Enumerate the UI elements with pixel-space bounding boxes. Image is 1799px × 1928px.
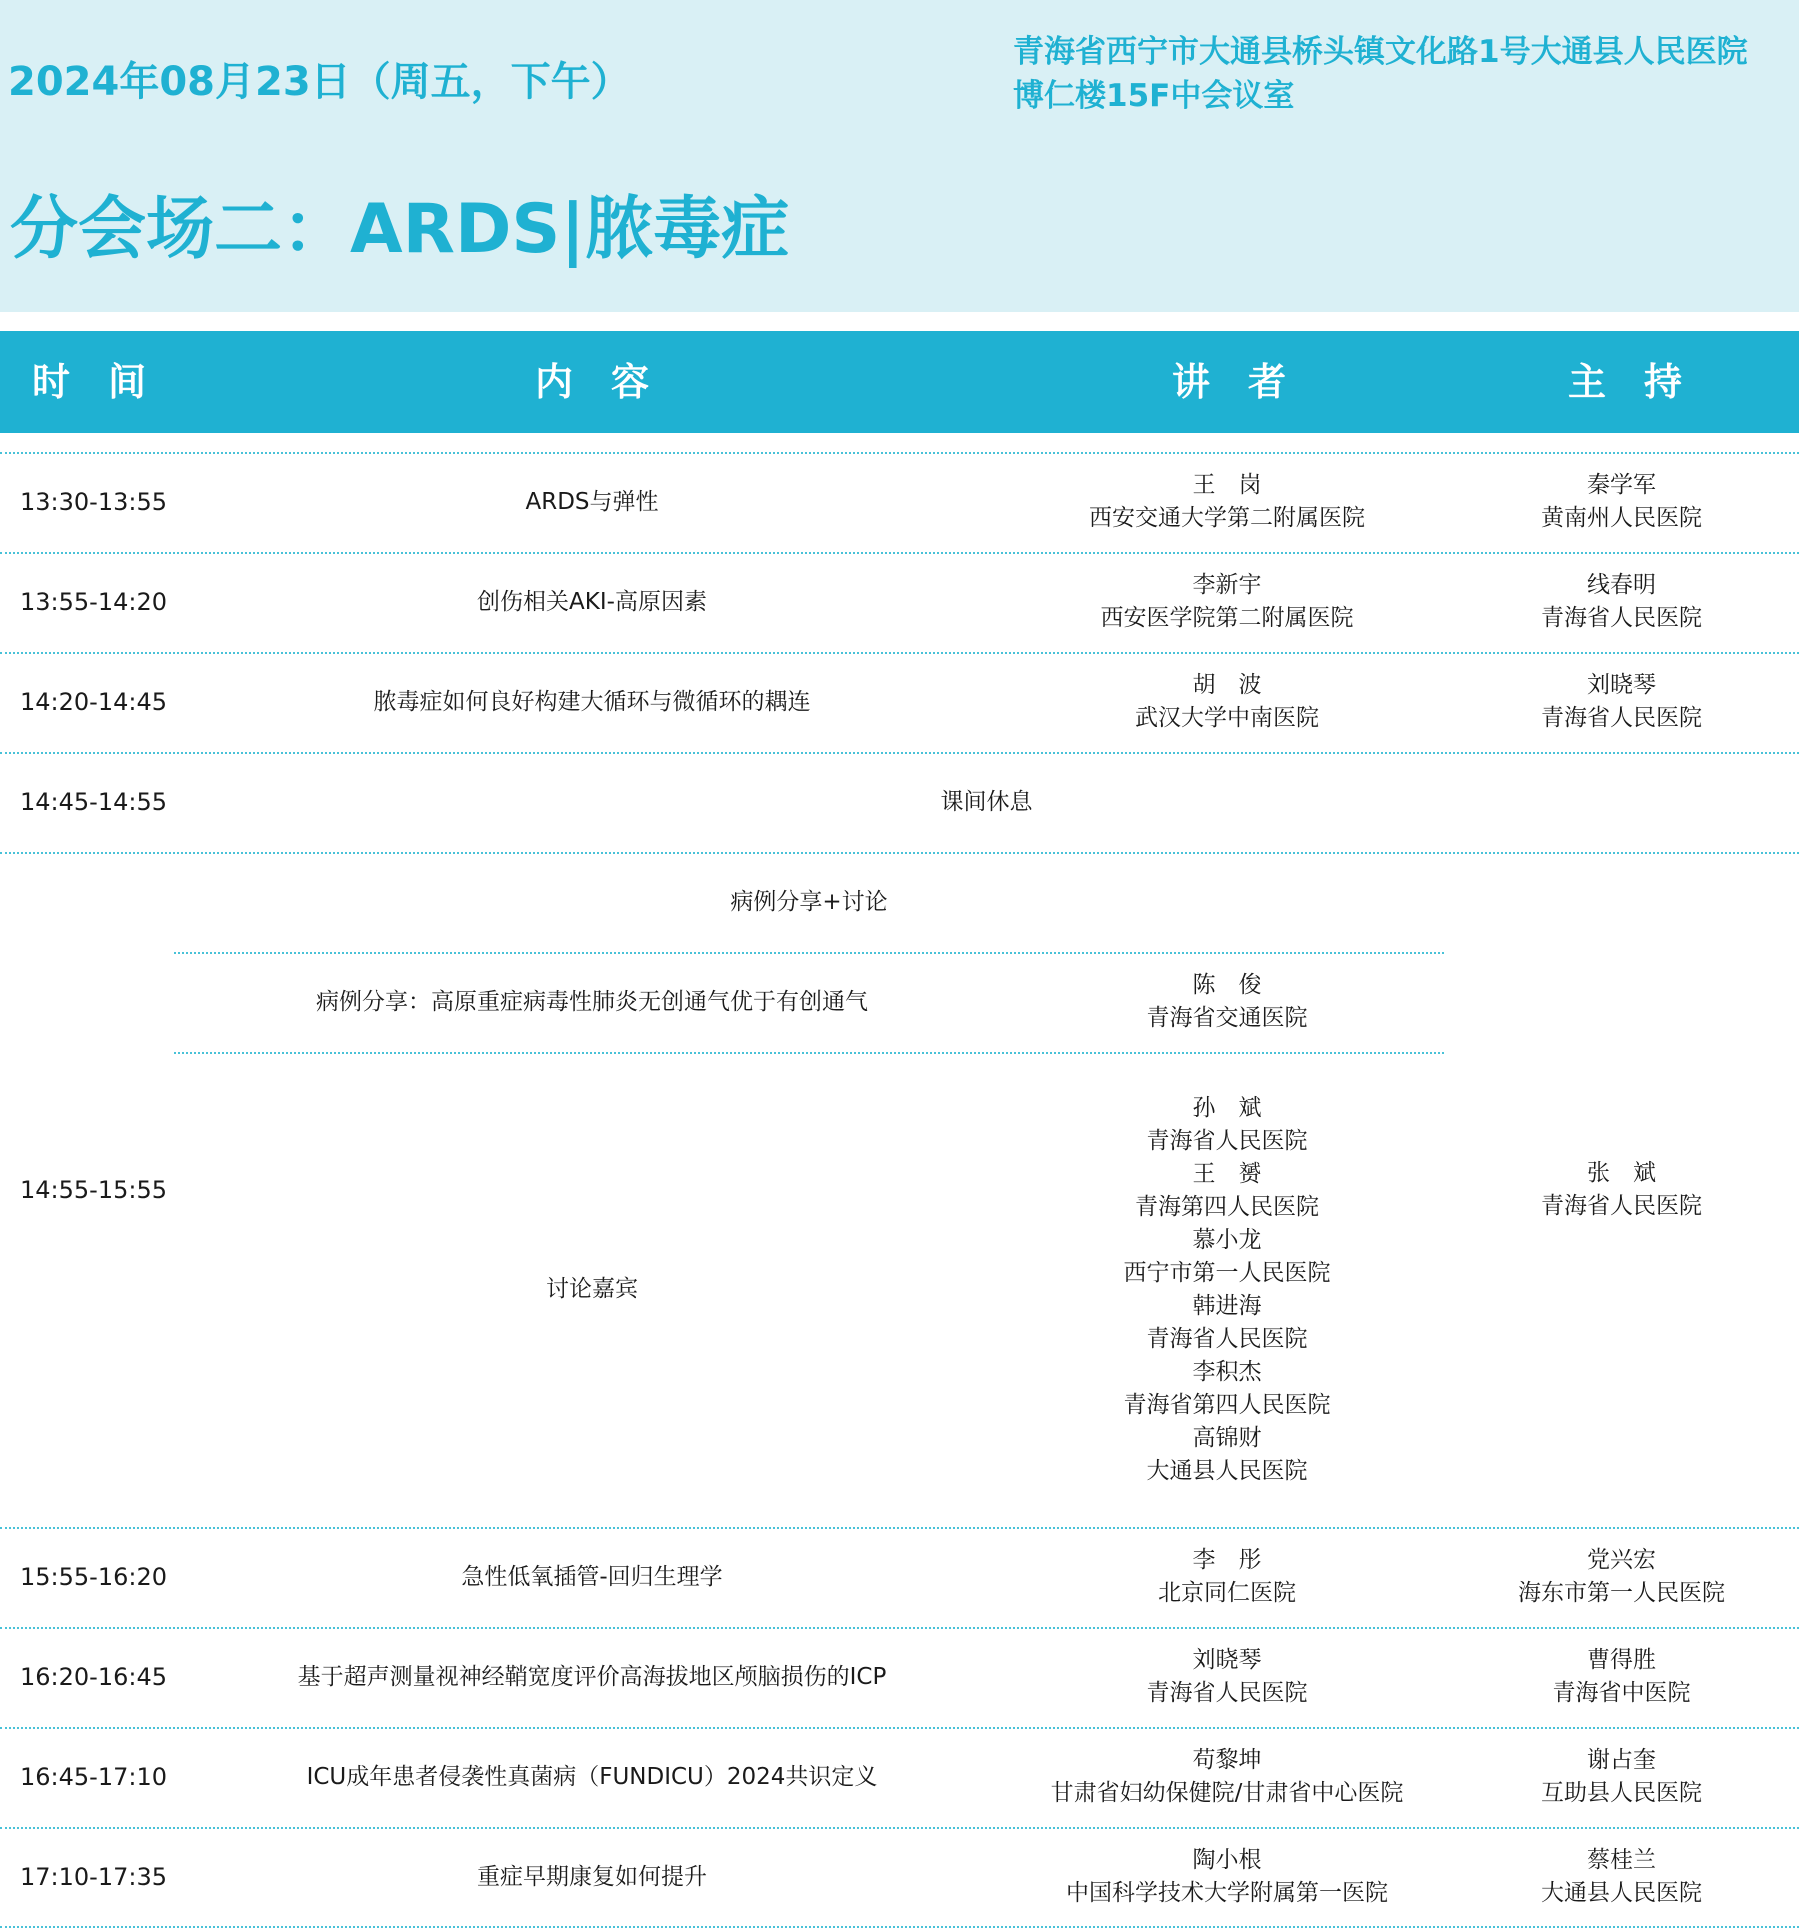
row-host: 曹得胜 青海省中医院 (1552, 1647, 1691, 1706)
case-title: 病例分享：高原重症病毒性肺炎无创通气优于有创通气 (316, 988, 868, 1015)
col-header-host: 主 持 (1568, 360, 1683, 404)
discussant-org: 青海省第四人民医院 (1123, 1391, 1331, 1418)
row-speaker: 李 彤 北京同仁医院 (1158, 1547, 1296, 1606)
venue-address-line1: 青海省西宁市大通县桥头镇文化路1号大通县人民医院 (1013, 34, 1748, 70)
discussant-org: 青海省人民医院 (1146, 1325, 1308, 1352)
row-speaker: 胡 波 武汉大学中南医院 (1135, 672, 1319, 731)
row-time: 14:55-15:55 (20, 1175, 167, 1204)
discussant-name: 高锦财 (1192, 1424, 1262, 1451)
session-date: 2024年08月23日（周五，下午） (8, 59, 631, 105)
row-time: 15:55-16:20 (20, 1563, 167, 1591)
row-time: 16:45-17:10 (20, 1763, 167, 1791)
discussant-name: 孙 斌 (1192, 1094, 1262, 1121)
row-content: 基于超声测量视神经鞘宽度评价高海拔地区颅脑损伤的ICP (297, 1663, 887, 1690)
row-speaker: 苟黎坤 甘肃省妇幼保健院/甘肃省中心医院 (1050, 1747, 1404, 1806)
row-host: 刘晓琴 青海省人民医院 (1541, 672, 1702, 731)
row-time: 13:30-13:55 (20, 488, 167, 516)
venue-address-line2: 博仁楼15F中会议室 (1013, 78, 1295, 114)
break-label: 课间休息 (940, 788, 1033, 815)
header-banner (0, 0, 1799, 312)
discussant-name: 韩进海 (1192, 1292, 1262, 1319)
discussant-org: 青海第四人民医院 (1135, 1193, 1319, 1220)
discussion-label: 讨论嘉宾 (546, 1276, 638, 1302)
row-content: ARDS与弹性 (525, 488, 659, 515)
row-host: 党兴宏 海东市第一人民医院 (1518, 1547, 1725, 1606)
row-time: 17:10-17:35 (20, 1863, 167, 1891)
row-host: 线春明 青海省人民医院 (1541, 572, 1702, 631)
table-header (0, 331, 1799, 433)
row-time: 16:20-16:45 (20, 1663, 167, 1691)
venue-address (1013, 30, 1793, 118)
row-host: 蔡桂兰 大通县人民医院 (1541, 1847, 1702, 1906)
col-header-speaker: 讲 者 (1172, 360, 1287, 404)
row-time: 14:20-14:45 (20, 688, 167, 716)
discussant-list (1010, 1052, 1444, 1527)
discussant-name: 慕小龙 (1192, 1226, 1262, 1253)
row-content: 急性低氧插管-回归生理学 (461, 1563, 723, 1590)
discussant-name: 李积杰 (1192, 1358, 1262, 1385)
row-host: 谢占奎 互助县人民医院 (1541, 1747, 1702, 1806)
case-heading: 病例分享+讨论 (730, 888, 888, 915)
row-time: 13:55-14:20 (20, 588, 167, 616)
row-speaker: 李新宇 西安医学院第二附属医院 (1100, 572, 1354, 631)
discussant-org: 青海省人民医院 (1146, 1127, 1308, 1154)
row-host: 秦学军 黄南州人民医院 (1541, 472, 1702, 531)
row-content: 创伤相关AKI-高原因素 (477, 588, 707, 615)
col-header-time: 时 间 (32, 360, 147, 404)
row-speaker: 陶小根 中国科学技术大学附属第一医院 (1066, 1847, 1388, 1906)
discussant-name: 王 赟 (1192, 1160, 1262, 1187)
row-content: 脓毒症如何良好构建大循环与微循环的耦连 (373, 688, 811, 715)
discussant-org: 大通县人民医院 (1146, 1457, 1308, 1484)
row-content: ICU成年患者侵袭性真菌病（FUNDICU）2024共识定义 (306, 1763, 878, 1790)
row-time: 14:45-14:55 (20, 788, 167, 816)
row-speaker: 王 岗 西安交通大学第二附属医院 (1089, 472, 1365, 531)
session-title: 分会场二：ARDS|脓毒症 (10, 190, 790, 269)
col-header-content: 内 容 (535, 360, 650, 404)
case-host: 张 斌 青海省人民医院 (1541, 1159, 1702, 1219)
row-speaker: 刘晓琴 青海省人民医院 (1146, 1647, 1308, 1706)
row-content: 重症早期康复如何提升 (477, 1863, 707, 1890)
discussant-org: 西宁市第一人民医院 (1123, 1259, 1331, 1286)
case-speaker: 陈 俊 青海省交通医院 (1146, 972, 1308, 1031)
